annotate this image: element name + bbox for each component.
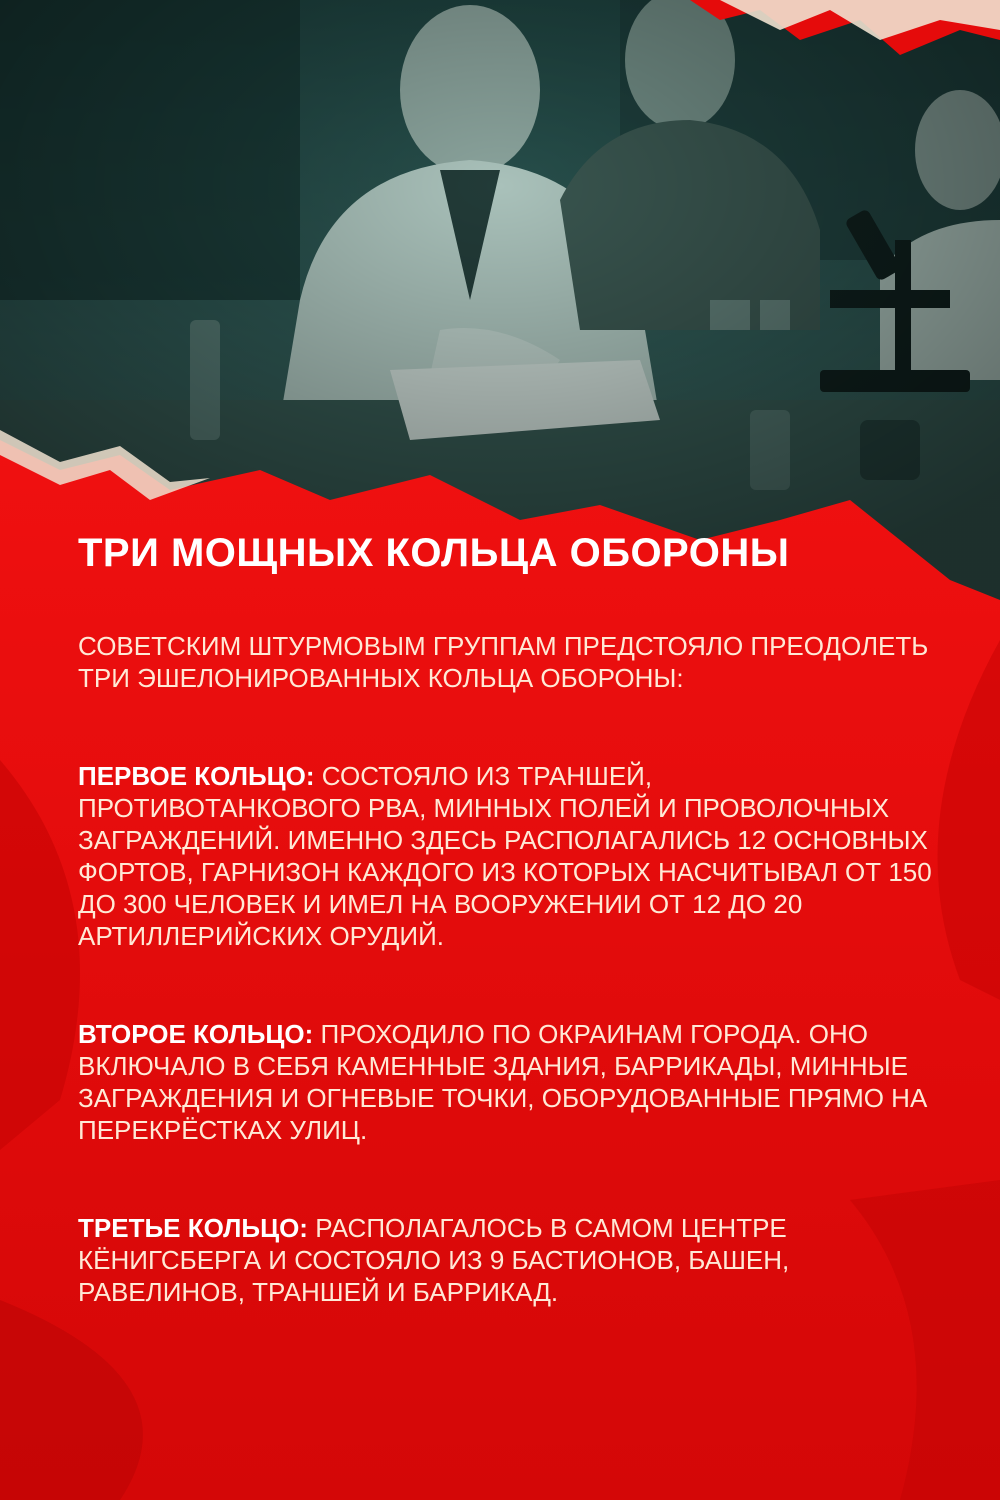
ring-text-2: ПРОХОДИЛО ПО ОКРАИНАМ ГОРОДА. ОНО ВКЛЮЧАЛО В СЕБЯ КАМЕННЫЕ ЗДАНИЯ, БАРРИКАДЫ, МИННЫЕ ЗАГРАЖДЕНИЯ И ОГНЕВЫЕ ТОЧКИ, ОБОРУДОВАННЫЕ ПРЯМО НА ПЕРЕКРЁСТКАХ УЛИЦ. — [78, 1019, 928, 1145]
ring-label-3: ТРЕТЬЕ КОЛЬЦО: — [78, 1213, 308, 1243]
ring-text-3: РАСПОЛАГАЛОСЬ В САМОМ ЦЕНТРЕ КЁНИГСБЕРГА И СОСТОЯЛО ИЗ 9 БАСТИОНОВ, БАШЕН, РАВЕЛИНОВ, ТРАНШЕЙ И БАРРИКАД. — [78, 1213, 790, 1307]
ring-paragraph-3 — [78, 1212, 938, 1308]
ring-paragraph-2 — [78, 1018, 938, 1146]
ring-label-2: ВТОРОЕ КОЛЬЦО: — [78, 1019, 314, 1049]
ring-label-1: ПЕРВОЕ КОЛЬЦО: — [78, 761, 315, 791]
intro-text: СОВЕТСКИМ ШТУРМОВЫМ ГРУППАМ ПРЕДСТОЯЛО ПРЕОДОЛЕТЬ ТРИ ЭШЕЛОНИРОВАННЫХ КОЛЬЦА ОБОРОНЫ: — [78, 631, 929, 693]
ring-paragraph-1 — [78, 760, 938, 952]
ring-text-1: СОСТОЯЛО ИЗ ТРАНШЕЙ, ПРОТИВОТАНКОВОГО РВА, МИННЫХ ПОЛЕЙ И ПРОВОЛОЧНЫХ ЗАГРАЖДЕНИЙ. ИМЕННО ЗДЕСЬ РАСПОЛАГАЛИСЬ 12 ОСНОВНЫХ ФОРТОВ, ГАРНИЗОН КАЖДОГО ИЗ КОТОРЫХ НАСЧИТЫВАЛ ОТ 150 ДО 300 ЧЕЛОВЕК И ИМЕЛ НА ВООРУЖЕНИИ ОТ 12 ДО 20 АРТИЛЛЕРИЙСКИХ ОРУДИЙ. — [78, 761, 932, 951]
page-title: ТРИ МОЩНЫХ КОЛЬЦА ОБОРОНЫ — [78, 531, 790, 575]
content-block — [78, 528, 938, 1308]
